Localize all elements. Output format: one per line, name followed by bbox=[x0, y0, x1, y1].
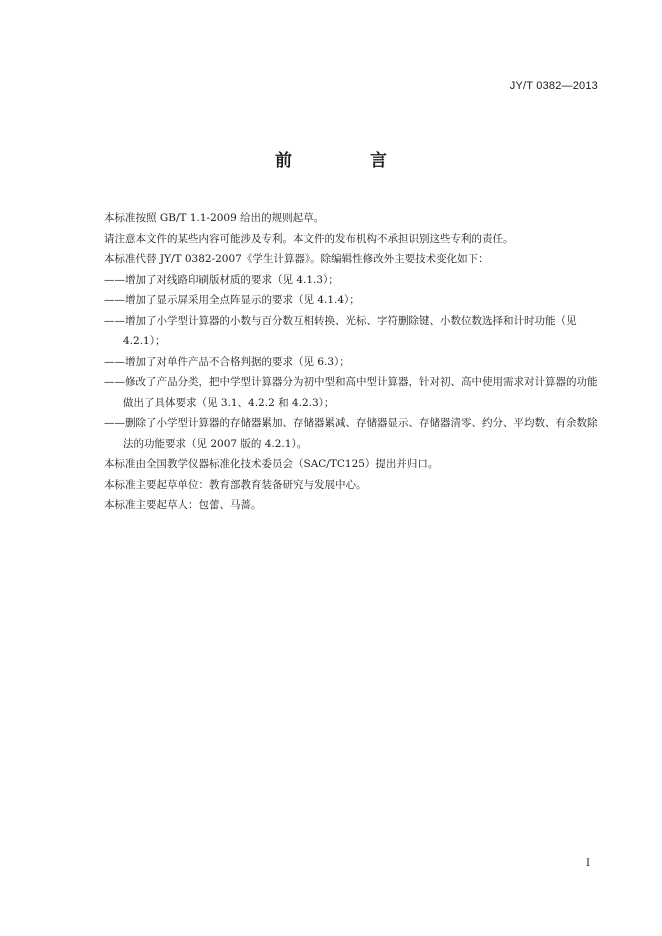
document-body bbox=[104, 208, 604, 516]
document-code: JY/T 0382—2013 bbox=[509, 80, 598, 92]
change-item: ——增加了对单件产品不合格判据的要求（见 6.3）； bbox=[104, 355, 350, 368]
paragraph-patent-notice: 请注意本文件的某些内容可能涉及专利。本文件的发布机构不承担识别这些专利的责任。 bbox=[104, 232, 514, 245]
paragraph-drafting-unit: 本标准主要起草单位：教育部教育装备研究与发展中心。 bbox=[104, 478, 367, 491]
page-title: 前 言 bbox=[275, 151, 423, 171]
paragraph-replacement-notice: 本标准代替 JY/T 0382-2007《学生计算器》。除编辑性修改外主要技术变化如下： bbox=[104, 253, 489, 265]
change-item: ——增加了显示屏采用全点阵显示的要求（见 4.1.4）； bbox=[104, 294, 360, 306]
page-number: I bbox=[586, 858, 590, 869]
change-item: ——修改了产品分类，把中学型计算器分为初中型和高中型计算器，针对初、高中使用需求对计算器的功能做出了具体要求（见 3.1、4.2.2 和 4.2.3）； bbox=[104, 376, 598, 409]
change-item: ——删除了小学型计算器的存储器累加、存储器累减、存储器显示、存储器清零、约分、平均数、有余数除法的功能要求（见 2007 版的 4.2.1）。 bbox=[104, 417, 598, 450]
change-item: ——增加了小学型计算器的小数与百分数互相转换、光标、字符删除键、小数位数选择和计时功能（见 4.2.1）； bbox=[104, 314, 577, 347]
paragraph-drafters: 本标准主要起草人：包蕾、马蔷。 bbox=[104, 499, 262, 511]
paragraph-proposer: 本标准由全国教学仪器标准化技术委员会（SAC/TC125）提出并归口。 bbox=[104, 458, 439, 470]
change-item: ——增加了对线路印刷版材质的要求（见 4.1.3）； bbox=[104, 273, 339, 286]
paragraph-drafting-rule: 本标准按照 GB/T 1.1-2009 给出的规则起草。 bbox=[104, 212, 325, 224]
